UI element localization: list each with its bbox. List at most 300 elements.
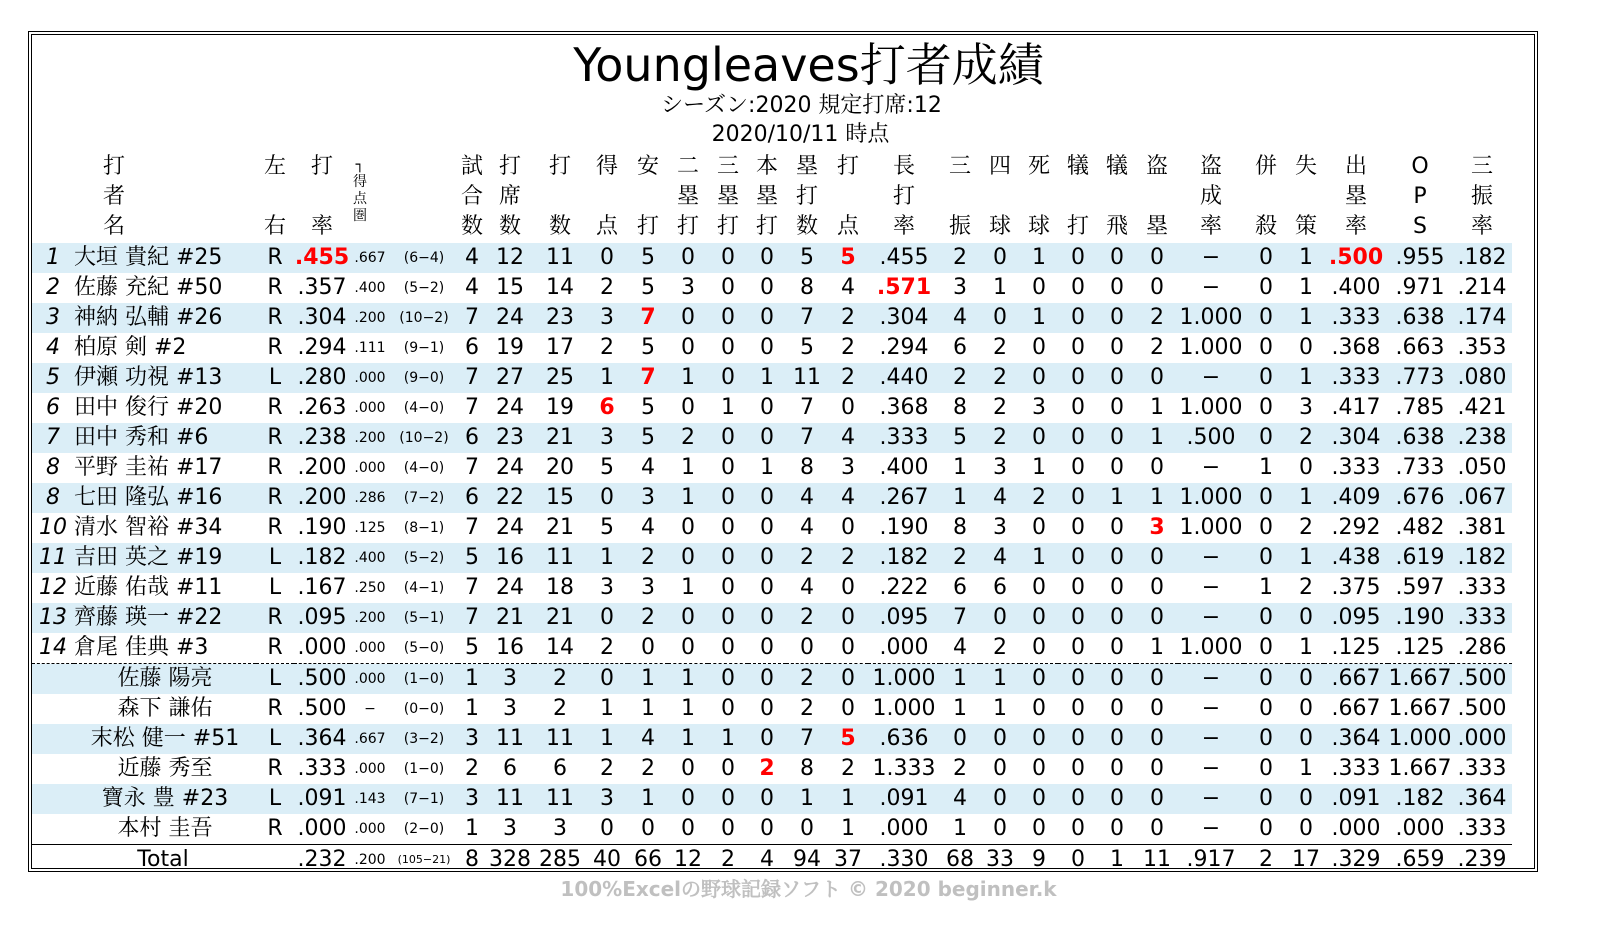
- cell-h: 7: [628, 303, 668, 333]
- cell-rbi: 0: [841, 635, 855, 660]
- cell-lr: R: [267, 335, 283, 360]
- cell-rp: .111: [354, 340, 386, 356]
- cell-r: 1: [586, 724, 628, 754]
- cell-e: 3: [1299, 395, 1313, 420]
- header-avg: 打 率: [310, 154, 333, 239]
- cell-hr: 0: [748, 483, 786, 513]
- player-row: [32, 273, 1512, 303]
- cell-rbi: 4: [828, 483, 868, 513]
- total-h: 66: [628, 845, 668, 876]
- cell-d: 0: [681, 635, 695, 660]
- cell-sh: 0: [1071, 395, 1085, 420]
- cell-bb: 0: [980, 603, 1020, 633]
- cell-avg: .000: [297, 635, 347, 660]
- cell-kp: .182: [1452, 543, 1512, 573]
- cell-r: 2: [600, 635, 614, 660]
- cell-rpf: (8−1): [403, 520, 445, 536]
- cell-rpf: (7−2): [390, 483, 458, 513]
- cell-rp: .286: [350, 483, 390, 513]
- player-row: [32, 393, 1512, 423]
- cell-hbp: 0: [1032, 335, 1046, 360]
- cell-rp: .400: [354, 280, 386, 296]
- header-hr: 本 塁 打: [755, 154, 778, 239]
- cell-ops: .182: [1388, 784, 1452, 814]
- cell-sh: 0: [1071, 335, 1085, 360]
- cell-lr: R: [267, 756, 283, 781]
- cell-h: 1: [628, 664, 668, 695]
- cell-name: 柏原 剣 #2: [74, 335, 187, 360]
- cell-ops: .663: [1395, 335, 1445, 360]
- cell-bb: 2: [993, 635, 1007, 660]
- cell-sbp: −: [1178, 724, 1244, 754]
- cell-lr: R: [267, 696, 283, 721]
- cell-rbi: 0: [841, 696, 855, 721]
- footer-credit: 100%Excelの野球記録ソフト © 2020 beginner.k: [560, 877, 1057, 901]
- cell-rank: [32, 664, 74, 695]
- player-row: [32, 483, 1512, 513]
- cell-avg: .304: [294, 303, 350, 333]
- cell-bb: 6: [993, 575, 1007, 600]
- cell-obp: .409: [1324, 483, 1388, 513]
- cell-so: 4: [953, 635, 967, 660]
- cell-rpf: (9−1): [403, 340, 445, 356]
- total-bb: 33: [980, 845, 1020, 876]
- cell-tb: 0: [800, 635, 814, 660]
- cell-ab: 2: [534, 664, 586, 695]
- cell-e: 1: [1288, 363, 1324, 393]
- cell-sh: 0: [1058, 363, 1098, 393]
- cell-h: 7: [628, 363, 668, 393]
- cell-g: 7: [458, 363, 486, 393]
- player-row: [32, 724, 1512, 754]
- cell-so: 2: [953, 756, 967, 781]
- cell-kp: .333: [1457, 816, 1507, 841]
- cell-kp: .333: [1457, 575, 1507, 600]
- cell-h: 5: [641, 275, 655, 300]
- cell-hbp: 1: [1020, 303, 1058, 333]
- cell-name: 佐藤 充紀 #50: [74, 275, 223, 300]
- cell-name: 末松 健一 #51: [74, 724, 256, 754]
- cell-lr: R: [256, 303, 294, 333]
- cell-h: 5: [641, 335, 655, 360]
- header-sh: 犠 打: [1066, 154, 1089, 239]
- cell-obp: .333: [1331, 455, 1381, 480]
- cell-kp: .500: [1457, 696, 1507, 721]
- cell-so: 1: [940, 483, 980, 513]
- cell-lr: R: [256, 423, 294, 453]
- cell-g: 7: [458, 603, 486, 633]
- cell-hr: 1: [748, 363, 786, 393]
- cell-e: 1: [1288, 243, 1324, 273]
- cell-sf: 0: [1098, 423, 1136, 453]
- cell-tb: 2: [786, 603, 828, 633]
- cell-rp: .000: [354, 761, 386, 777]
- cell-g: 6: [458, 423, 486, 453]
- cell-e: 0: [1299, 335, 1313, 360]
- cell-hr: 0: [760, 515, 774, 540]
- cell-sbp: −: [1178, 603, 1244, 633]
- cell-r: 0: [586, 603, 628, 633]
- header-rbi: 打 点: [836, 154, 859, 239]
- cell-bb: 1: [993, 696, 1007, 721]
- cell-kp: .238: [1452, 423, 1512, 453]
- cell-so: 8: [953, 515, 967, 540]
- cell-e: 1: [1288, 483, 1324, 513]
- cell-d: 0: [681, 756, 695, 781]
- cell-kp: .214: [1457, 275, 1507, 300]
- header-d: 二 塁 打: [676, 154, 699, 239]
- cell-name: 神納 弘輔 #26: [74, 303, 256, 333]
- total-dp: 2: [1244, 845, 1288, 876]
- cell-dp: 0: [1259, 696, 1273, 721]
- cell-pa: 24: [496, 395, 524, 420]
- cell-ab: 15: [534, 483, 586, 513]
- cell-obp: .375: [1331, 575, 1381, 600]
- cell-pa: 24: [486, 303, 534, 333]
- cell-ops: .638: [1388, 423, 1452, 453]
- cell-r: 0: [600, 816, 614, 841]
- cell-rbi: 1: [841, 816, 855, 841]
- cell-name: 七田 隆弘 #16: [74, 483, 256, 513]
- cell-hbp: 0: [1032, 816, 1046, 841]
- report-title: Youngleaves打者成績: [573, 38, 1044, 92]
- cell-t: 0: [708, 423, 748, 453]
- cell-ops: .785: [1395, 395, 1445, 420]
- cell-so: 2: [940, 543, 980, 573]
- cell-rank: 8: [32, 483, 74, 513]
- cell-rbi: 0: [841, 515, 855, 540]
- cell-sbp: −: [1201, 575, 1221, 600]
- cell-d: 1: [681, 696, 695, 721]
- cell-sb: 0: [1136, 363, 1178, 393]
- total-rp: .200: [350, 845, 390, 876]
- cell-rp: .000: [354, 640, 386, 656]
- cell-bb: 0: [980, 243, 1020, 273]
- cell-rpf: (7−1): [390, 784, 458, 814]
- cell-d: 1: [668, 664, 708, 695]
- total-e: 17: [1288, 845, 1324, 876]
- cell-t: 0: [721, 455, 735, 480]
- cell-bb: 3: [993, 455, 1007, 480]
- cell-lr: R: [256, 603, 294, 633]
- cell-ops: .482: [1395, 515, 1445, 540]
- season-line: シーズン:2020 規定打席:12: [661, 93, 942, 118]
- cell-ops: 1.667: [1388, 756, 1452, 781]
- cell-obp: .333: [1324, 303, 1388, 333]
- cell-sb: 0: [1136, 543, 1178, 573]
- cell-slg: .222: [879, 575, 929, 600]
- cell-bb: 2: [980, 423, 1020, 453]
- cell-rpf: (6−4): [390, 243, 458, 273]
- cell-dp: 0: [1259, 756, 1273, 781]
- cell-dp: 0: [1244, 483, 1288, 513]
- cell-hbp: 0: [1020, 664, 1058, 695]
- cell-rp: .667: [350, 724, 390, 754]
- cell-sf: 0: [1110, 756, 1124, 781]
- cell-sh: 0: [1058, 423, 1098, 453]
- cell-hbp: 0: [1032, 635, 1046, 660]
- cell-sh: 0: [1058, 483, 1098, 513]
- total-rpf: (105−21): [390, 845, 458, 876]
- cell-dp: 0: [1244, 303, 1288, 333]
- cell-hr: 0: [748, 664, 786, 695]
- cell-d: 1: [681, 575, 695, 600]
- cell-rpf: (10−2): [390, 423, 458, 453]
- cell-avg: .357: [297, 275, 347, 300]
- cell-rpf: (4−0): [403, 460, 445, 476]
- cell-hbp: 0: [1020, 724, 1058, 754]
- cell-dp: 0: [1244, 724, 1288, 754]
- cell-dp: 0: [1244, 363, 1288, 393]
- cell-rbi: 0: [841, 395, 855, 420]
- cell-dp: 0: [1244, 423, 1288, 453]
- cell-t: 0: [721, 635, 735, 660]
- cell-r: 2: [600, 275, 614, 300]
- cell-rpf: (3−2): [390, 724, 458, 754]
- total-r: 40: [586, 845, 628, 876]
- cell-lr: R: [256, 483, 294, 513]
- player-row: [32, 694, 1512, 724]
- cell-rbi: 4: [828, 423, 868, 453]
- cell-h: 3: [641, 575, 655, 600]
- cell-sh: 0: [1058, 603, 1098, 633]
- cell-t: 0: [708, 664, 748, 695]
- player-row: [32, 303, 1512, 333]
- cell-d: 0: [681, 515, 695, 540]
- cell-ops: .971: [1395, 275, 1445, 300]
- cell-d: 0: [681, 816, 695, 841]
- cell-slg: .368: [879, 395, 929, 420]
- cell-g: 6: [465, 335, 479, 360]
- cell-avg: .182: [294, 543, 350, 573]
- cell-ops: 1.000: [1388, 724, 1452, 754]
- cell-g: 6: [458, 483, 486, 513]
- cell-pa: 16: [486, 543, 534, 573]
- cell-e: 2: [1299, 515, 1313, 540]
- cell-sh: 0: [1058, 543, 1098, 573]
- cell-sbp: −: [1201, 275, 1221, 300]
- cell-rpf: (1−0): [403, 761, 445, 777]
- cell-tb: 8: [800, 756, 814, 781]
- cell-hr: 2: [759, 756, 775, 781]
- cell-so: 8: [953, 395, 967, 420]
- cell-h: 0: [641, 635, 655, 660]
- cell-obp: .364: [1324, 724, 1388, 754]
- cell-pa: 23: [486, 423, 534, 453]
- cell-g: 4: [458, 243, 486, 273]
- cell-ab: 17: [546, 335, 574, 360]
- header-pa: 打 席 数: [498, 154, 521, 239]
- cell-lr: R: [267, 455, 283, 480]
- cell-avg: .190: [297, 515, 347, 540]
- cell-h: 0: [641, 816, 655, 841]
- cell-tb: 4: [800, 515, 814, 540]
- cell-rank: 4: [46, 335, 60, 360]
- cell-obp: .417: [1331, 395, 1381, 420]
- cell-t: 0: [708, 243, 748, 273]
- cell-rank: 2: [46, 275, 60, 300]
- cell-sf: 0: [1098, 303, 1136, 333]
- total-sb: 11: [1136, 845, 1178, 876]
- cell-kp: .421: [1457, 395, 1507, 420]
- cell-obp: .438: [1324, 543, 1388, 573]
- cell-hbp: 0: [1032, 515, 1046, 540]
- cell-g: 3: [458, 784, 486, 814]
- cell-hr: 0: [748, 303, 786, 333]
- cell-sbp: −: [1201, 696, 1221, 721]
- header-so: 三 振: [948, 154, 971, 239]
- cell-rp: .400: [350, 543, 390, 573]
- cell-rp: .667: [350, 243, 390, 273]
- cell-g: 4: [465, 275, 479, 300]
- cell-name: 寶永 豊 #23: [74, 784, 256, 814]
- cell-hr: 0: [748, 543, 786, 573]
- cell-bb: 0: [980, 784, 1020, 814]
- cell-t: 0: [721, 575, 735, 600]
- cell-lr: L: [268, 575, 282, 600]
- cell-hbp: 1: [1020, 243, 1058, 273]
- cell-d: 0: [668, 543, 708, 573]
- total-so: 68: [940, 845, 980, 876]
- cell-d: 0: [668, 784, 708, 814]
- cell-sh: 0: [1071, 455, 1085, 480]
- cell-name: 清水 智裕 #34: [74, 515, 223, 540]
- cell-rpf: (4−0): [403, 400, 445, 416]
- cell-hbp: 2: [1020, 483, 1058, 513]
- cell-t: 0: [708, 303, 748, 333]
- cell-sh: 0: [1058, 303, 1098, 333]
- cell-r: 3: [586, 423, 628, 453]
- cell-lr: L: [256, 724, 294, 754]
- cell-rbi: 5: [828, 243, 868, 273]
- cell-t: 0: [721, 696, 735, 721]
- cell-name: 倉尾 佳典 #3: [74, 635, 209, 660]
- cell-sbp: .500: [1178, 423, 1244, 453]
- cell-rp: .125: [354, 520, 386, 536]
- cell-e: 1: [1288, 303, 1324, 333]
- cell-g: 5: [465, 635, 479, 660]
- cell-sh: 0: [1058, 664, 1098, 695]
- cell-ab: 11: [534, 724, 586, 754]
- cell-rbi: 0: [841, 575, 855, 600]
- cell-sb: 0: [1150, 275, 1164, 300]
- cell-rpf: (4−1): [403, 580, 445, 596]
- cell-hbp: 0: [1032, 756, 1046, 781]
- header-g: 試 合 数: [460, 154, 483, 239]
- cell-sf: 0: [1110, 575, 1124, 600]
- cell-dp: 0: [1259, 335, 1273, 360]
- total-hr: 4: [748, 845, 786, 876]
- cell-g: 1: [465, 816, 479, 841]
- cell-rpf: (10−2): [390, 303, 458, 333]
- cell-sf: 0: [1110, 275, 1124, 300]
- cell-ops: .190: [1388, 603, 1452, 633]
- cell-e: 2: [1299, 575, 1313, 600]
- cell-r: 0: [586, 664, 628, 695]
- cell-r: 5: [600, 515, 614, 540]
- cell-rp: −: [364, 701, 376, 717]
- cell-rbi: 3: [841, 455, 855, 480]
- player-row: [32, 814, 1512, 845]
- cell-hbp: 0: [1032, 696, 1046, 721]
- cell-rbi: 2: [828, 363, 868, 393]
- cell-slg: .333: [868, 423, 940, 453]
- player-row: [32, 603, 1512, 633]
- cell-sb: 0: [1150, 696, 1164, 721]
- cell-slg: 1.000: [868, 664, 940, 695]
- cell-sb: 2: [1136, 303, 1178, 333]
- cell-sf: 0: [1098, 784, 1136, 814]
- header-name: 打 者 名: [102, 154, 125, 239]
- cell-rp: .000: [350, 363, 390, 393]
- cell-d: 0: [668, 303, 708, 333]
- cell-ops: .733: [1395, 455, 1445, 480]
- cell-h: 2: [628, 543, 668, 573]
- cell-h: 4: [641, 515, 655, 540]
- cell-ops: .619: [1388, 543, 1452, 573]
- cell-ab: 21: [546, 515, 574, 540]
- cell-sbp: −: [1201, 756, 1221, 781]
- cell-sb: 1: [1136, 483, 1178, 513]
- cell-slg: .440: [868, 363, 940, 393]
- cell-g: 5: [458, 543, 486, 573]
- cell-hr: 1: [760, 455, 774, 480]
- cell-d: 1: [681, 455, 695, 480]
- total-label: Total: [32, 845, 294, 876]
- cell-name: 本村 圭吾: [117, 816, 213, 841]
- cell-rank: 3: [32, 303, 74, 333]
- cell-hr: 0: [748, 423, 786, 453]
- cell-g: 7: [465, 455, 479, 480]
- cell-tb: 4: [786, 483, 828, 513]
- cell-sb: 0: [1136, 784, 1178, 814]
- cell-hr: 0: [760, 696, 774, 721]
- total-d: 12: [668, 845, 708, 876]
- cell-sbp: 1.000: [1178, 483, 1244, 513]
- cell-rank: 11: [32, 543, 74, 573]
- cell-avg: .500: [297, 696, 347, 721]
- cell-sbp: 1.000: [1179, 395, 1243, 420]
- cell-slg: .455: [868, 243, 940, 273]
- cell-sb: 0: [1136, 724, 1178, 754]
- cell-hbp: 3: [1032, 395, 1046, 420]
- cell-sbp: 1.000: [1178, 303, 1244, 333]
- cell-d: 1: [668, 363, 708, 393]
- cell-sh: 0: [1071, 515, 1085, 540]
- cell-e: 2: [1288, 423, 1324, 453]
- cell-slg: .304: [868, 303, 940, 333]
- cell-rbi: 5: [828, 724, 868, 754]
- cell-bb: 0: [980, 724, 1020, 754]
- cell-dp: 0: [1244, 543, 1288, 573]
- cell-e: 1: [1299, 635, 1313, 660]
- cell-ab: 25: [534, 363, 586, 393]
- cell-hr: 0: [760, 575, 774, 600]
- cell-hbp: 1: [1032, 455, 1046, 480]
- cell-bb: 4: [980, 483, 1020, 513]
- cell-hr: 0: [748, 724, 786, 754]
- cell-ab: 20: [546, 455, 574, 480]
- header-tb: 塁 打 数: [795, 154, 818, 239]
- total-pa: 328: [486, 845, 534, 876]
- cell-r: 1: [600, 696, 614, 721]
- cell-pa: 3: [486, 664, 534, 695]
- cell-pa: 24: [496, 515, 524, 540]
- total-row: [32, 845, 1512, 876]
- cell-sbp: −: [1178, 243, 1244, 273]
- cell-tb: 7: [786, 303, 828, 333]
- cell-e: 0: [1299, 455, 1313, 480]
